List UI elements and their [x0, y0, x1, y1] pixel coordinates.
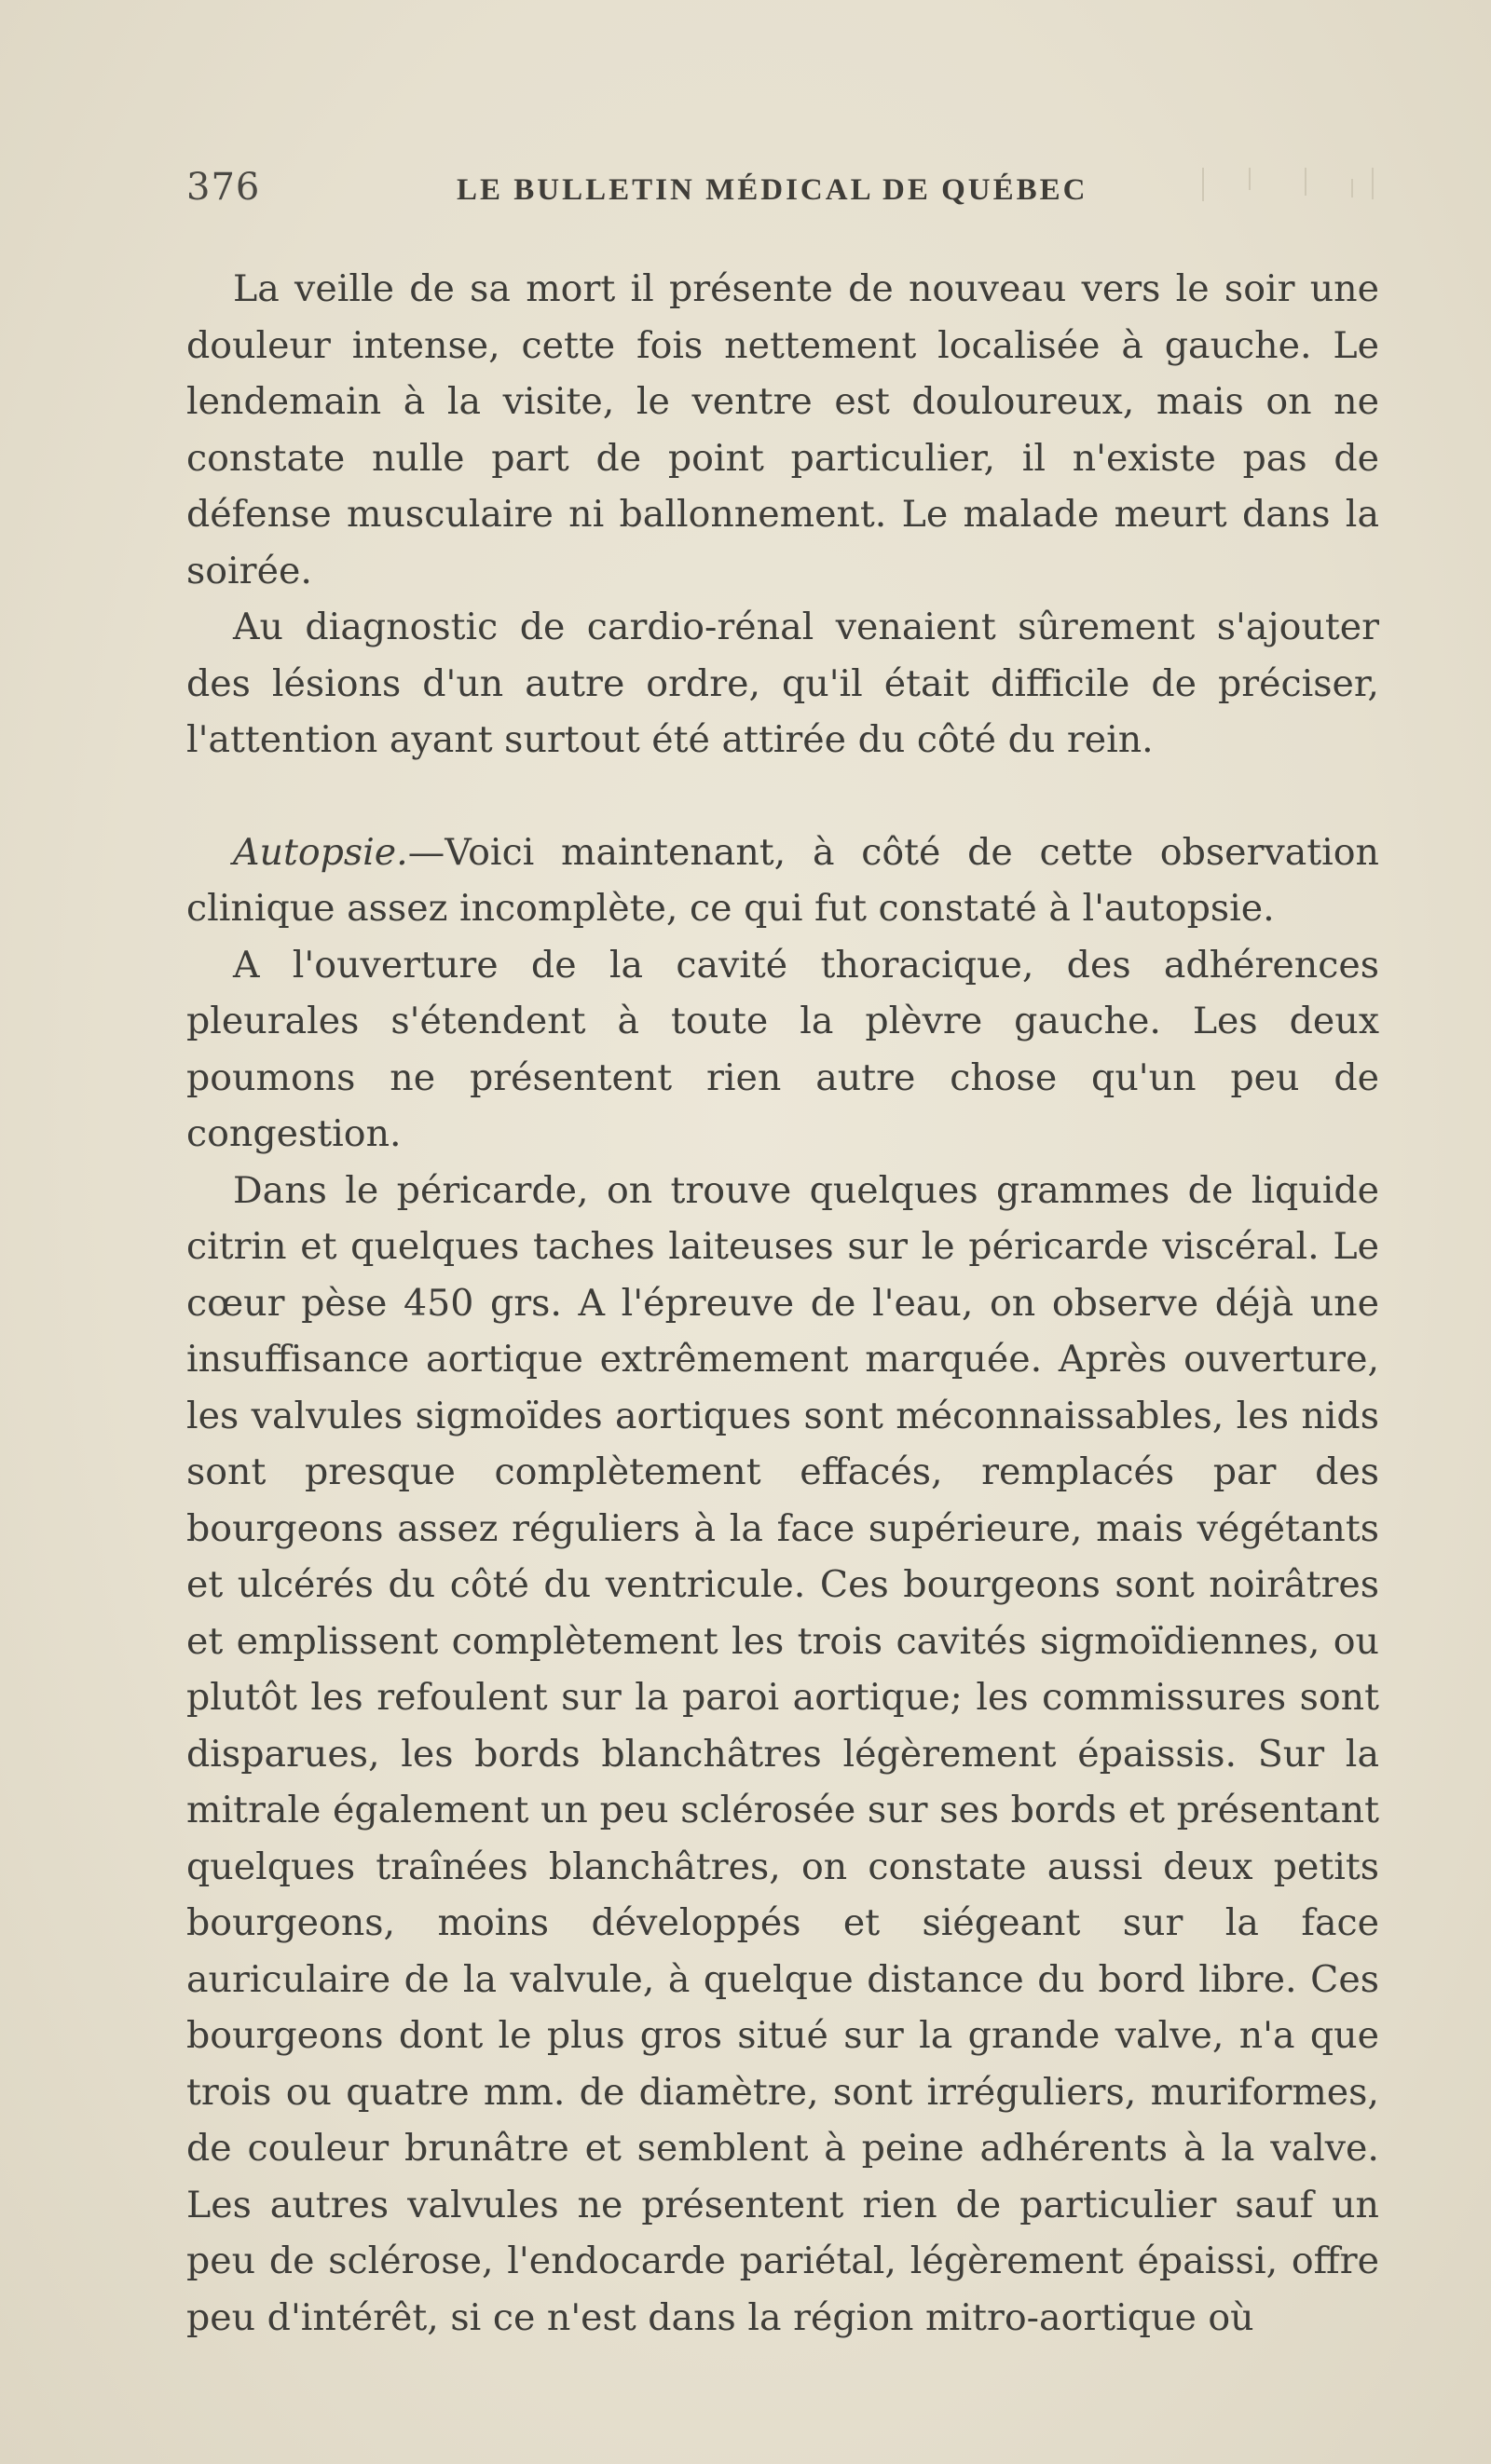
running-title: LE BULLETIN MÉDICAL DE QUÉBEC	[457, 173, 1088, 207]
section-lead-autopsie: Autopsie.	[233, 830, 408, 874]
paragraph-text: A l'ouverture de la cavité thoracique, des adhérences pleurales s'étendent à toute la plèvre gauche. Les deux poumons ne présentent rien autre chose qu'un peu de congestion.	[186, 943, 1379, 1155]
section-gap	[186, 769, 1379, 824]
paragraph-pericarde	[186, 1163, 1379, 2347]
paragraph-thorax	[186, 937, 1379, 1163]
article-body	[186, 261, 1379, 2346]
paragraph-text: Dans le péricarde, on trouve quelques grammes de liquide citrin et quelques taches laiteuses sur le péricarde viscéral. Le cœur pèse 450 grs. A l'épreuve de l'eau, on observe déjà une insuffisance aortique extrêmement marquée. Après ouverture, les valvules sigmoïdes aortiques sont méconnaissables, les nids sont presque complètement effacés, remplacés par des bourgeons assez réguliers à la face supérieure, mais végétants et ulcérés du côté du ventricule. Ces bourgeons sont noirâtres et emplissent complètement les trois cavités sigmoïdiennes, ou plutôt les refoulent sur la paroi aortique; les commissures sont disparues, les bords blanchâtres légèrement épaissis. Sur la mitrale également un peu sclérosée sur ses bords et présentant quelques traînées blanchâtres, on constate aussi deux petits bourgeons, moins développés et siégeant sur la face auriculaire de la valvule, à quelque distance du bord libre. Ces bourgeons dont le plus gros situé sur la grande valve, n'a que trois ou quatre mm. de diamètre, sont irréguliers, muriformes, de couleur brunâtre et semblent à peine adhérents à la valve. Les autres valvules ne présentent rien de particulier sauf un peu de sclérose, l'endocarde pariétal, légèrement épaissi, offre peu d'intérêt, si ce n'est dans la région mitro-aortique où	[186, 1168, 1379, 2339]
page-number: 376	[186, 166, 261, 209]
paragraph-symptoms	[186, 261, 1379, 599]
paragraph-text: —Voici maintenant, à côté de cette observation clinique assez incomplète, ce qui fut constaté à l'autopsie.	[186, 830, 1379, 930]
print-specks	[1193, 166, 1379, 212]
page-header	[186, 166, 1379, 212]
paragraph-text: Au diagnostic de cardio-rénal venaient sûrement s'ajouter des lésions d'un autre ordre, qu'il était difficile de préciser, l'attention ayant surtout été attirée du côté du rein.	[186, 606, 1379, 761]
paragraph-autopsy-intro	[186, 824, 1379, 937]
paragraph-text: La veille de sa mort il présente de nouveau vers le soir une douleur intense, cette fois nettement localisée à gauche. Le lendemain à la visite, le ventre est douloureux, mais on ne constate nulle part de point particulier, il n'existe pas de défense musculaire ni ballonnement. Le malade meurt dans la soirée.	[186, 267, 1379, 592]
paragraph-diagnosis	[186, 599, 1379, 769]
